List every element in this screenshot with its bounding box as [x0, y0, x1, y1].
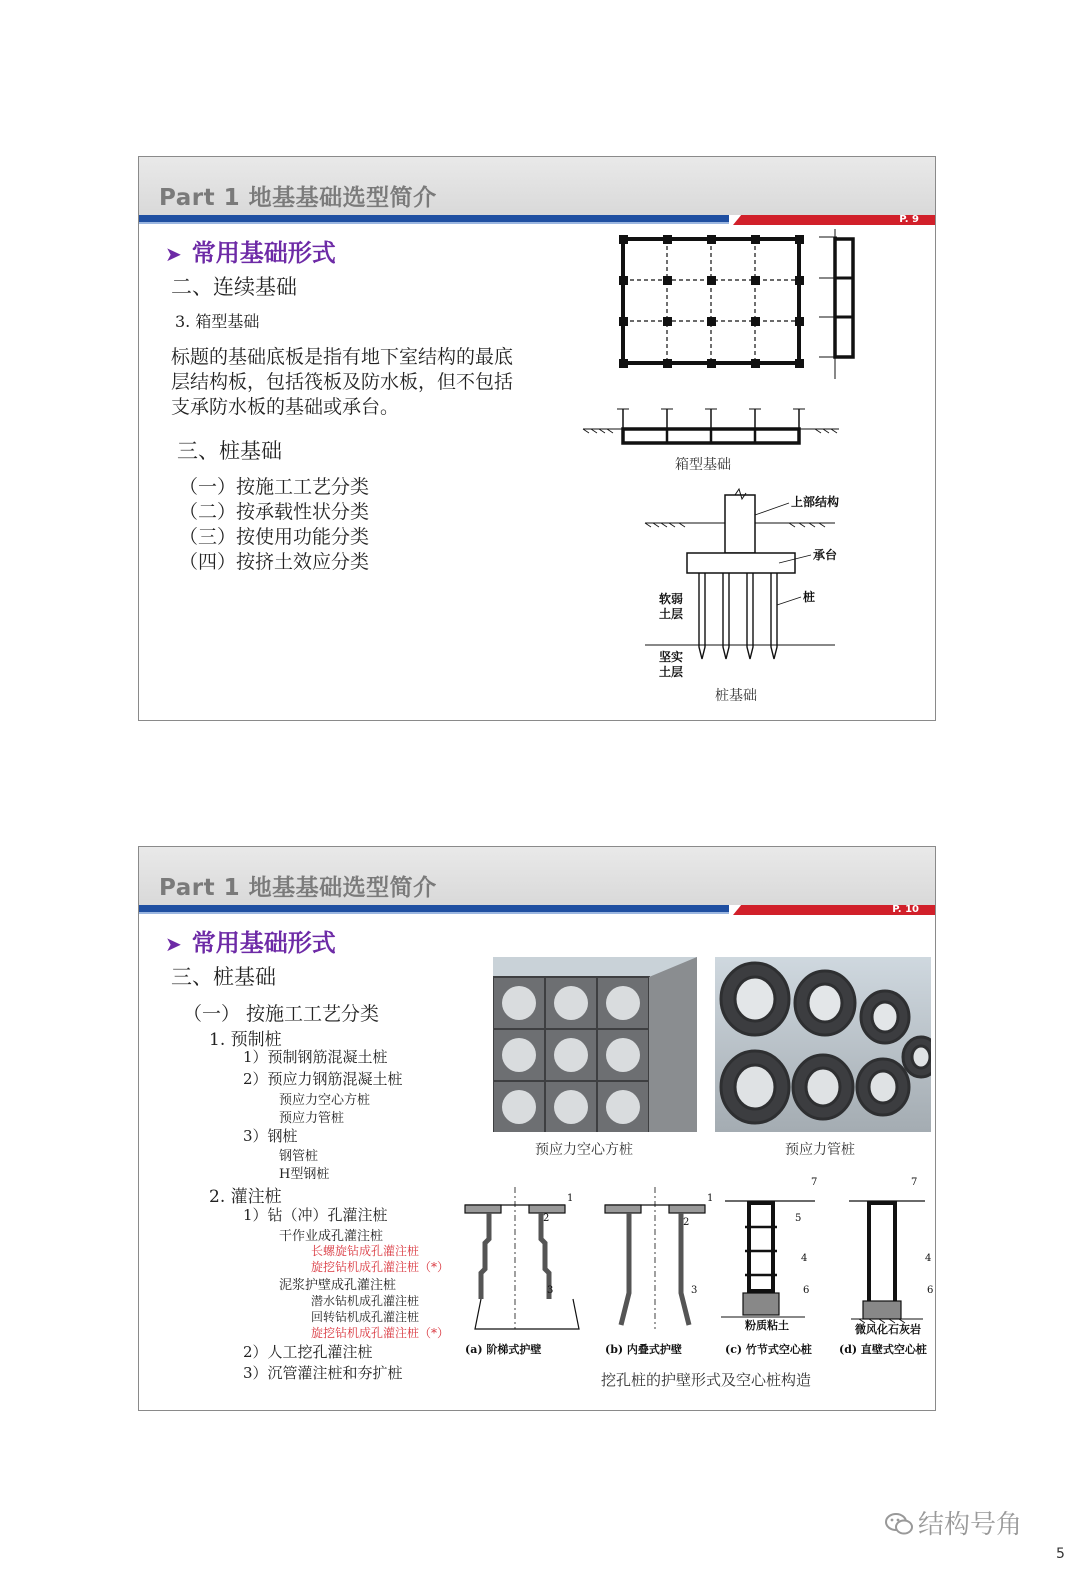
- list-item: （一）按施工工艺分类: [179, 476, 370, 498]
- box-foundation-drawing: [579, 229, 869, 479]
- footer-brand-text: 结构号角: [918, 1510, 1023, 1540]
- slide-page-9: [138, 156, 936, 721]
- diagram-label-d: (d) 直壁式空心桩: [839, 1343, 927, 1356]
- list-item: H型钢桩: [279, 1167, 330, 1182]
- list-item: （四）按挤土效应分类: [179, 551, 370, 573]
- soil-label-silty-clay: 粉质粘土: [745, 1319, 789, 1332]
- label-hard-soil-2: 土层: [659, 665, 684, 679]
- arrow-bullet-icon: ➤: [165, 242, 182, 266]
- diagram-marker: 3: [547, 1285, 554, 1296]
- diagram-label-a: (a) 阶梯式护壁: [465, 1343, 542, 1356]
- list-item: 干作业成孔灌注桩: [279, 1229, 384, 1244]
- list-item: （三）按使用功能分类: [179, 526, 370, 548]
- list-item: 3）沉管灌注桩和夯扩桩: [243, 1364, 403, 1382]
- list-item: 3）钢桩: [243, 1127, 298, 1145]
- document-page-number: 5: [1056, 1546, 1065, 1562]
- header-blue-bar-light: [139, 912, 729, 914]
- header-blue-bar: [139, 215, 729, 222]
- slide-header: [139, 847, 935, 905]
- slide-page-label: P. 10: [892, 904, 919, 915]
- paragraph-line: 层结构板，包括筏板及防水板，但不包括: [171, 371, 514, 393]
- slide-heading-text: 常用基础形式: [191, 929, 336, 957]
- subsection-construction-class: （一） 按施工工艺分类: [183, 1003, 380, 1025]
- section-pile-foundation: 三、桩基础: [171, 965, 276, 989]
- list-item: 潜水钻机成孔灌注桩: [311, 1294, 420, 1308]
- footer-brand: [884, 1504, 1022, 1541]
- label-pile: 桩: [803, 590, 816, 604]
- hollow-square-pile-photo: [493, 957, 697, 1132]
- list-item: 钢管桩: [279, 1149, 319, 1164]
- diagram-marker: 6: [927, 1285, 934, 1296]
- list-item: 预应力管桩: [279, 1111, 345, 1126]
- pipe-pile-caption: 预应力管桩: [785, 1142, 855, 1158]
- section-pile-foundation: 三、桩基础: [177, 439, 282, 463]
- slide-heading: [165, 233, 336, 268]
- header-blue-bar-light: [139, 222, 729, 224]
- slide-page-label: P. 9: [899, 214, 919, 225]
- label-soft-soil-2: 土层: [659, 607, 684, 621]
- label-superstructure: 上部结构: [791, 495, 840, 509]
- paragraph-box-foundation: [171, 345, 513, 420]
- arrow-bullet-icon: ➤: [165, 932, 182, 956]
- list-item: 2）预应力钢筋混凝土桩: [243, 1070, 403, 1088]
- label-hard-soil-1: 坚实: [659, 650, 684, 664]
- list-item: 1）预制钢筋混凝土桩: [243, 1048, 388, 1066]
- label-soft-soil-1: 软弱: [659, 592, 684, 606]
- list-item: （二）按承载性状分类: [179, 501, 370, 523]
- item-precast-pile: 1. 预制桩: [209, 1030, 282, 1050]
- list-item-highlight: 长螺旋钻成孔灌注桩: [311, 1244, 420, 1258]
- diagram-marker: 4: [801, 1253, 808, 1264]
- hand-dug-pile-diagram: [459, 1177, 935, 1367]
- pile-foundation-drawing: [639, 485, 859, 685]
- slide-page-10: [138, 846, 936, 1411]
- pipe-pile-image: [715, 957, 931, 1132]
- pipe-pile-photo: [715, 957, 931, 1132]
- diagram-marker: 2: [683, 1217, 690, 1228]
- slide-header-title: Part 1 地基基础选型简介: [159, 875, 437, 901]
- list-item-highlight: 旋挖钻机成孔灌注桩（*）: [311, 1326, 450, 1340]
- diagram-marker: 2: [543, 1213, 550, 1224]
- diagram-marker: 4: [925, 1253, 932, 1264]
- label-pile-cap: 承台: [813, 548, 838, 562]
- slide-header-title: Part 1 地基基础选型简介: [159, 185, 437, 211]
- soil-label-limestone: 微风化石灰岩: [855, 1323, 921, 1336]
- diagram-marker: 5: [795, 1213, 802, 1224]
- list-item-highlight: 旋挖钻机成孔灌注桩（*）: [311, 1260, 450, 1274]
- header-blue-bar: [139, 905, 729, 912]
- hollow-square-pile-image: [493, 957, 697, 1132]
- box-foundation-caption: 箱型基础: [675, 457, 731, 473]
- item-bored-pile: 2. 灌注桩: [209, 1187, 282, 1207]
- diagram-label-c: (c) 竹节式空心桩: [725, 1343, 812, 1356]
- diagram-marker: 6: [803, 1285, 810, 1296]
- pile-foundation-caption: 桩基础: [715, 688, 757, 704]
- hand-dug-pile-caption: 挖孔桩的护壁形式及空心桩构造: [601, 1371, 812, 1389]
- subsection-box-foundation: 3. 箱型基础: [175, 312, 260, 331]
- slide-heading: [165, 923, 336, 958]
- wechat-icon: [884, 1511, 914, 1537]
- slide-heading-text: 常用基础形式: [191, 239, 336, 267]
- list-item: 回转钻机成孔灌注桩: [311, 1310, 420, 1324]
- diagram-marker: 7: [811, 1177, 818, 1188]
- diagram-marker: 1: [707, 1193, 714, 1204]
- diagram-marker: 3: [691, 1285, 698, 1296]
- diagram-label-b: (b) 内叠式护壁: [605, 1343, 682, 1356]
- list-item: 1）钻（冲）孔灌注桩: [243, 1206, 388, 1224]
- list-item: 2）人工挖孔灌注桩: [243, 1343, 373, 1361]
- list-item: 泥浆护壁成孔灌注桩: [279, 1278, 397, 1293]
- hollow-square-pile-caption: 预应力空心方桩: [535, 1142, 633, 1158]
- paragraph-line: 支承防水板的基础或承台。: [171, 396, 400, 418]
- diagram-marker: 1: [567, 1193, 574, 1204]
- section-continuous-foundation: 二、连续基础: [171, 275, 297, 299]
- classification-list: [179, 475, 369, 575]
- diagram-marker: 7: [911, 1177, 918, 1188]
- slide-header: [139, 157, 935, 215]
- list-item: 预应力空心方桩: [279, 1093, 371, 1108]
- paragraph-line: 标题的基础底板是指有地下室结构的最底: [171, 346, 514, 368]
